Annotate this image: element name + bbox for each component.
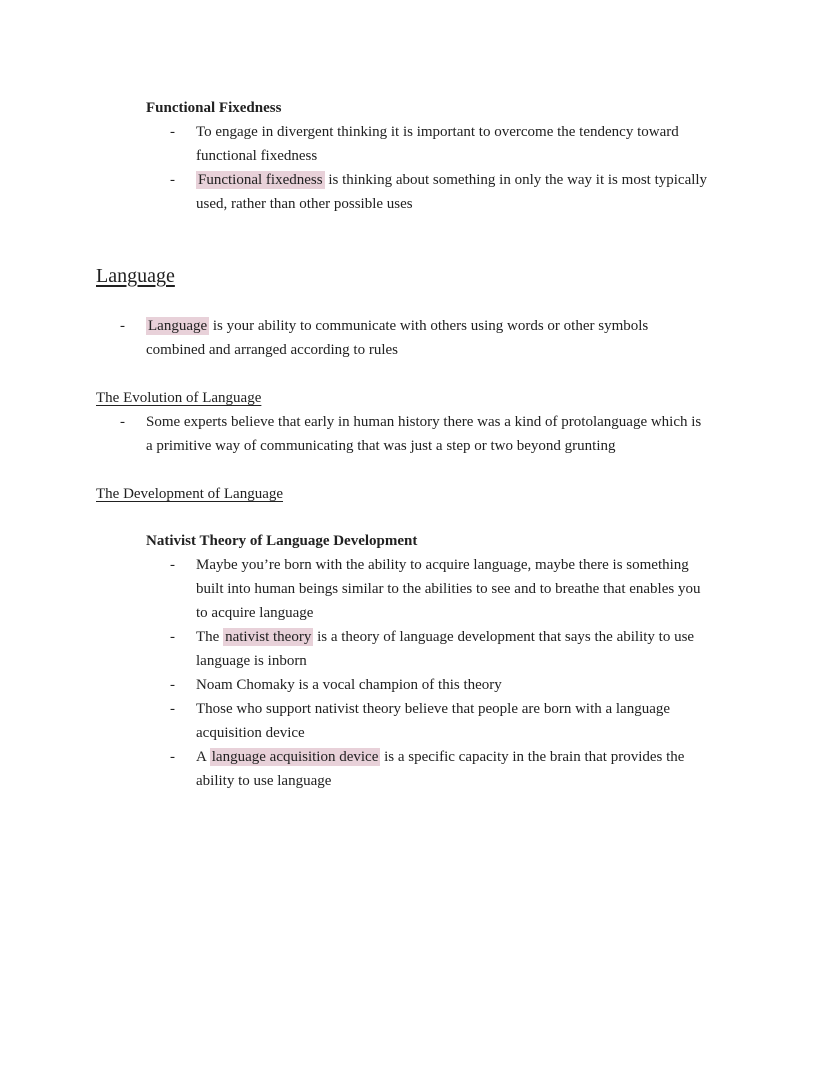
bullet-text-segment: is thinking about something in only the way it is most typically used, rather than other possible uses xyxy=(196,172,708,212)
bullet-text xyxy=(196,625,710,673)
dash-bullet: - xyxy=(170,749,175,765)
bullet-item xyxy=(120,314,710,362)
bullet-item xyxy=(170,120,710,168)
highlighted-term: language acquisition device xyxy=(211,749,379,765)
heading-development-of-language: The Development of Language xyxy=(96,486,284,502)
bullet-text-segment: The xyxy=(196,629,224,645)
bullet-item xyxy=(170,745,710,793)
bullet-text xyxy=(196,697,710,745)
bullet-text-segment: Those who support nativist theory believe that people are born with a language acquisition device xyxy=(196,701,671,741)
heading-evolution-of-language: The Evolution of Language xyxy=(96,390,262,406)
bullet-text-segment: is a theory of language development that says the ability to use language is inborn xyxy=(196,629,695,669)
bullet-item xyxy=(170,168,710,216)
section-functional-fixedness xyxy=(146,96,710,216)
bullet-text-segment: Maybe you’re born with the ability to acquire language, maybe there is something built into human beings similar to the abilities to see and to breathe that enables you to acquire language xyxy=(196,557,701,621)
dash-bullet: - xyxy=(170,677,175,693)
bullet-item xyxy=(170,553,710,625)
bullet-item xyxy=(170,625,710,673)
dash-bullet: - xyxy=(120,318,125,334)
heading-nativist-theory: Nativist Theory of Language Development xyxy=(146,533,418,549)
bullet-text xyxy=(196,120,710,168)
bullet-text xyxy=(196,673,710,697)
bullet-text xyxy=(146,314,710,362)
bullet-item xyxy=(170,673,710,697)
dash-bullet: - xyxy=(170,124,175,140)
document-content xyxy=(96,96,710,793)
dash-bullet: - xyxy=(170,701,175,717)
bullet-item xyxy=(120,410,710,458)
dash-bullet: - xyxy=(120,414,125,430)
bullet-text xyxy=(196,553,710,625)
bullet-text-segment: A xyxy=(196,749,210,765)
bullet-text-segment: is your ability to communicate with others using words or other symbols combined and arranged according to rules xyxy=(146,318,649,358)
dash-bullet: - xyxy=(170,629,175,645)
bullet-item xyxy=(170,697,710,745)
section-nativist-theory xyxy=(146,529,710,793)
bullet-text xyxy=(146,410,710,458)
bullet-text xyxy=(196,168,710,216)
bullet-text-segment: To engage in divergent thinking it is important to overcome the tendency toward functional fixedness xyxy=(196,124,679,164)
bullet-text-segment: is a specific capacity in the brain that provides the ability to use language xyxy=(196,749,685,789)
highlighted-term: Language xyxy=(148,318,208,334)
bullet-text-segment: Some experts believe that early in human history there was a kind of protolanguage which is a primitive way of communicating that was just a step or two beyond grunting xyxy=(146,414,702,454)
bullet-text-segment: Noam Chomaky is a vocal champion of this theory xyxy=(196,677,502,693)
dash-bullet: - xyxy=(170,172,175,188)
heading-functional-fixedness: Functional Fixedness xyxy=(146,100,282,116)
heading-language: Language xyxy=(96,265,175,287)
highlighted-term: nativist theory xyxy=(225,629,312,645)
dash-bullet: - xyxy=(170,557,175,573)
bullet-text xyxy=(196,745,710,793)
highlighted-term: Functional fixedness xyxy=(198,172,323,188)
